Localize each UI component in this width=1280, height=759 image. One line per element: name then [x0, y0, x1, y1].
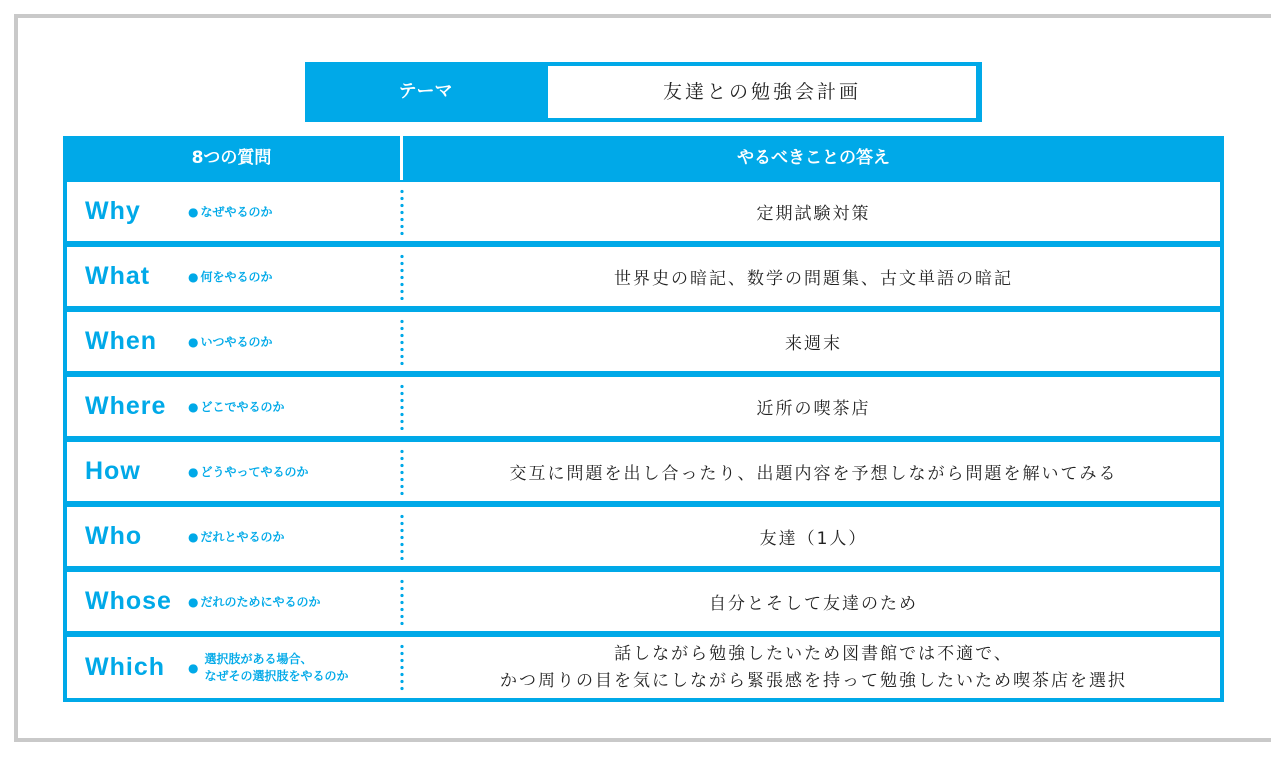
- bullet-icon: ●: [188, 660, 199, 675]
- answer-line2: かつ周りの目を気にしながら緊張感を持って勉強したいため喫茶店を選択: [500, 670, 1127, 691]
- dotted-divider: [400, 253, 404, 300]
- question-description: [188, 507, 285, 566]
- dotted-divider: [400, 643, 404, 692]
- question-description: [188, 312, 273, 371]
- table-row-when: [67, 312, 1220, 371]
- dotted-divider: [400, 383, 404, 430]
- dotted-divider: [400, 188, 404, 235]
- question-sub: どうやってやるのか: [200, 465, 309, 479]
- question-description: [188, 637, 349, 698]
- dotted-divider: [400, 513, 404, 560]
- question-sub: 何をやるのか: [200, 270, 273, 284]
- table-row-how: [67, 442, 1220, 501]
- dotted-divider: [400, 318, 404, 365]
- answer-cell: 世界史の暗記、数学の問題集、古文単語の暗記: [614, 269, 1013, 289]
- table-row-which: [67, 637, 1220, 698]
- theme-value: 友達との勉強会計画: [548, 66, 976, 118]
- table-row-where: [67, 377, 1220, 436]
- question-description: [188, 182, 273, 241]
- answer-cell: 定期試験対策: [756, 204, 871, 224]
- question-sub: いつやるのか: [200, 335, 273, 349]
- bullet-icon: ●: [188, 594, 199, 609]
- question-word: Where: [85, 392, 167, 420]
- question-word: Why: [85, 197, 141, 225]
- question-word: Who: [85, 522, 143, 550]
- table-row-who: [67, 507, 1220, 566]
- header-questions: 8つの質問: [191, 148, 272, 168]
- question-word: Which: [85, 653, 165, 681]
- question-sub-line2: なぜその選択肢をやるのか: [204, 668, 349, 683]
- table-row-what: [67, 247, 1220, 306]
- table-row-why: [67, 182, 1220, 241]
- question-description: [188, 572, 321, 631]
- answer-cell: 交互に問題を出し合ったり、出題内容を予想しながら問題を解いてみる: [509, 464, 1118, 484]
- question-word: When: [85, 327, 158, 355]
- question-table: [63, 136, 1224, 702]
- question-sub: どこでやるのか: [200, 400, 285, 414]
- question-description: [188, 442, 309, 501]
- answer-cell: 友達（1人）: [759, 529, 868, 549]
- answer-cell: [407, 637, 1220, 698]
- question-sub: なぜやるのか: [200, 205, 273, 219]
- dotted-divider: [400, 578, 404, 625]
- bullet-icon: ●: [188, 464, 199, 479]
- answer-cell: 近所の喫茶店: [756, 399, 871, 419]
- bullet-icon: ●: [188, 204, 199, 219]
- bullet-icon: ●: [188, 529, 199, 544]
- theme-label: テーマ: [398, 81, 453, 102]
- question-sub: だれとやるのか: [200, 530, 285, 544]
- theme-box: [305, 62, 982, 122]
- header-answers: やるべきことの答え: [737, 148, 890, 168]
- question-sub: だれのためにやるのか: [200, 595, 321, 609]
- dotted-divider: [400, 448, 404, 495]
- answer-cell: 来週末: [785, 334, 842, 354]
- question-word: What: [85, 262, 151, 290]
- bullet-icon: ●: [188, 269, 199, 284]
- question-description: [188, 247, 273, 306]
- question-word: Whose: [85, 587, 172, 615]
- bullet-icon: ●: [188, 399, 199, 414]
- question-description: [188, 377, 285, 436]
- table-row-whose: [67, 572, 1220, 631]
- question-word: How: [85, 457, 141, 485]
- answer-line1: 話しながら勉強したいため図書館では不適で、: [614, 643, 1013, 664]
- question-sub-line1: 選択肢がある場合、: [204, 651, 313, 666]
- bullet-icon: ●: [188, 334, 199, 349]
- answer-cell: 自分とそして友達のため: [709, 594, 918, 614]
